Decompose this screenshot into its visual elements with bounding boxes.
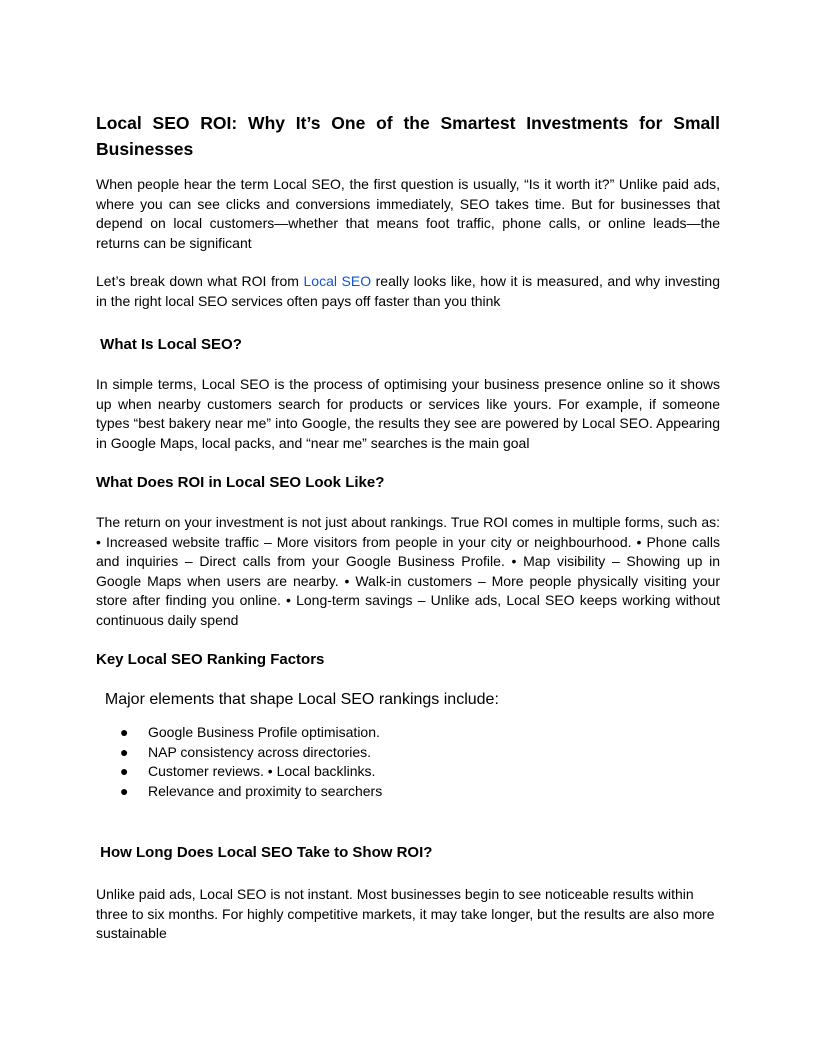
bullet-icon: ● [120, 743, 129, 760]
what-is-paragraph: In simple terms, Local SEO is the process of optimising your business presence online so it shows up when nearby customers search for products or services like yours. For example, if someone types “best bakery near me” into Google, the results they see are powered by Local SEO. Appearing in Google Maps, local packs, and “near me” searches is the main goal [96, 376, 720, 451]
list-item-text: Google Business Profile optimisation. [148, 724, 380, 740]
heading-what-is-local-seo: What Is Local SEO? [96, 336, 242, 353]
roi-paragraph: The return on your investment is not just about rankings. True ROI comes in multiple forms, such as: • Increased website traffic – More visitors from people in your city or neighbourhood. • Phone calls and inquiries – Direct calls from your Google Business Profile. • Map visibility – Showing up in Google Maps when users are nearby. • Walk-in customers – More people physically visiting your store after finding you online. • Long-term savings – Unlike ads, Local SEO keeps working without continuous daily spend [96, 514, 720, 628]
bullet-icon: ● [120, 763, 129, 779]
list-item [96, 723, 720, 743]
document-page [96, 110, 720, 944]
intro-text-after-link: really looks like, how it is measured, and why investing in the right local SEO services often pays off faster than you think [96, 273, 720, 309]
timeline-paragraph: Unlike paid ads, Local SEO is not instant. Most businesses begin to see noticeable results within three to six months. For highly competitive markets, it may take longer, but the results are also more sustainable [96, 886, 715, 941]
bullet-icon: ● [120, 782, 129, 799]
local-seo-link[interactable]: Local SEO [303, 273, 372, 289]
list-item-text: Customer reviews. • Local backlinks. [148, 763, 376, 779]
intro-paragraph-2 [96, 272, 720, 311]
list-item-text: Relevance and proximity to searchers [148, 782, 383, 799]
list-item [96, 782, 720, 802]
document-title: Local SEO ROI: Why It’s One of the Smartest Investments for Small Businesses [96, 113, 720, 159]
list-item-text: NAP consistency across directories. [148, 743, 372, 760]
list-item [96, 762, 720, 782]
heading-roi: What Does ROI in Local SEO Look Like? [96, 474, 385, 491]
heading-how-long: How Long Does Local SEO Take to Show ROI? [96, 844, 433, 861]
ranking-factors-list [96, 723, 720, 801]
intro-text-before-link: Let’s break down what ROI from [96, 273, 304, 289]
heading-ranking-factors: Key Local SEO Ranking Factors [96, 651, 325, 668]
list-item [96, 743, 720, 763]
bullet-icon: ● [120, 724, 129, 740]
ranking-factors-lead: Major elements that shape Local SEO rankings include: [96, 691, 499, 708]
intro-paragraph: When people hear the term Local SEO, the first question is usually, “Is it worth it?” Unlike paid ads, where you can see clicks and conversions immediately, SEO takes time. But for businesses that depend on local customers—whether that means foot traffic, phone calls, or online leads—the returns can be significant [96, 176, 720, 251]
